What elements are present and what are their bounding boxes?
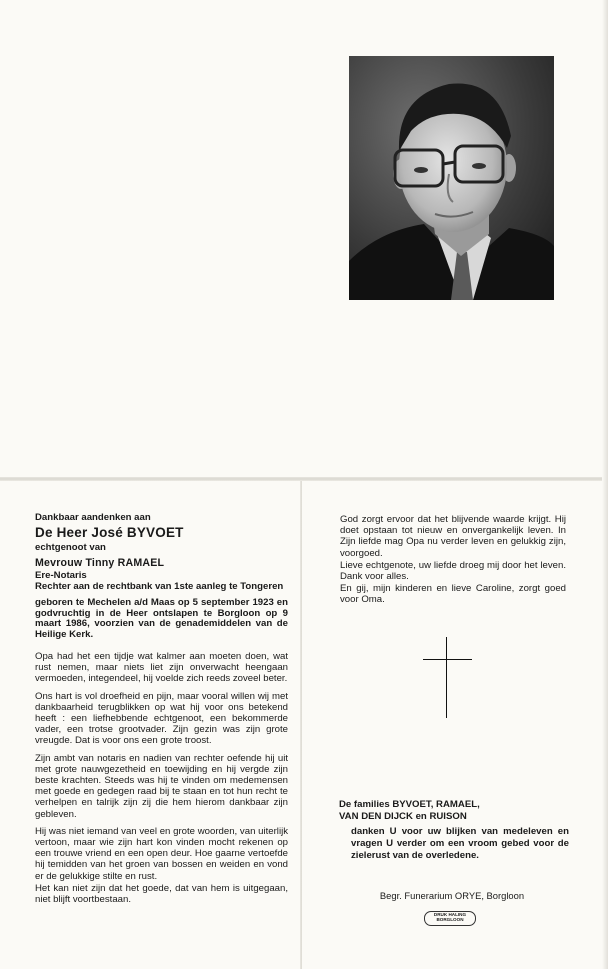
families-block: [339, 799, 569, 862]
deceased-name: De Heer José BYVOET: [35, 525, 184, 541]
families-line: De families BYVOET, RAMAEL,: [339, 799, 480, 810]
cross-icon-bar: [423, 659, 472, 660]
funeral-home: Begr. Funerarium ORYE, Borgloon: [379, 890, 525, 901]
spouse-intro: echtgenoot van: [35, 542, 106, 554]
paragraph: En gij, mijn kinderen en lieve Caroline, zorgt goed voor Oma.: [340, 583, 566, 606]
spouse-name: Mevrouw Tinny RAMAEL: [35, 557, 165, 570]
families-line: VAN DEN DIJCK en RUISON: [339, 811, 467, 822]
right-column: [340, 514, 566, 610]
thanks-text: danken U voor uw blijken van medeleven en vragen U verder om een vroom gebed voor de zielerust van de overledene.: [351, 826, 569, 861]
cross-icon: [446, 637, 447, 718]
stamp-line: BORGLOON: [436, 917, 464, 923]
paragraph: Zijn ambt van notaris en nadien van rechter oefende hij uit met grote nauwgezetheid en toewijding en hij vergde zijn beste krachten. Steeds was hij te vinden om medemensen met goede en gedegen raad bij te staan en tot hun recht te verhelpen en talrijk zijn zij die hem hierom dankbaar zijn gebleven.: [35, 752, 288, 820]
paragraph: Ons hart is vol droefheid en pijn, maar vooral willen wij met dankbaarheid terugblikken op wat hij voor ons betekend heeft : een liefhebbende echtgenoot, een bekommerde vader, een trotse grootvader. Zijn gezin was zijn grote vreugde. Dat is voor ons een grote troost.: [35, 690, 288, 747]
paragraph: Het kan niet zijn dat het goede, dat van hem is uitgegaan, niet blijft voortbestaan.: [35, 882, 288, 906]
portrait-photo: [349, 56, 554, 300]
paragraph: Hij was niet iemand van veel en grote woorden, van uiterlijk vertoon, maar wie zijn hart kon vinden mocht rekenen op een trouwe vriend en een open deur. Hoe gaarne vertoefde hij temidden van het groen van bossen en weiden en vond er de gelukkige stilte en rust.: [35, 825, 288, 882]
paragraph: Opa had het een tijdje wat kalmer aan moeten doen, wat rust nemen, maar niets liet zijn onverwacht heengaan vermoeden, integendeel, hij voelde zich reeds zoveel beter.: [35, 650, 288, 685]
title-judge: Rechter aan de rechtbank van 1ste aanleg te Tongeren: [35, 581, 284, 592]
card-fold-vertical: [300, 481, 302, 969]
title-notary: Ere-Notaris: [35, 570, 87, 582]
paragraph: Lieve echtgenote, uw liefde droeg mij door het leven. Dank voor alles.: [340, 559, 566, 583]
card-fold-horizontal: [0, 477, 608, 481]
intro-text: Dankbaar aandenken aan: [35, 512, 151, 523]
paragraph: God zorgt ervoor dat het blijvende waarde krijgt. Hij doet opstaan tot nieuw en onvergankelijk leven. In Zijn liefde mag Opa nu verder leven en gelukkig zijn, voorgoed.: [340, 514, 566, 559]
biography: geboren te Mechelen a/d Maas op 5 september 1923 en godvruchtig in de Heer ontslapen te Borgloon op 9 maart 1986, voorzien van de genademiddelen van de Heilige Kerk.: [35, 596, 288, 641]
card-edge-shadow: [602, 0, 608, 969]
printer-stamp: [424, 911, 476, 926]
stamp-line: DRUK HALING: [433, 912, 467, 917]
left-column: [35, 512, 288, 911]
